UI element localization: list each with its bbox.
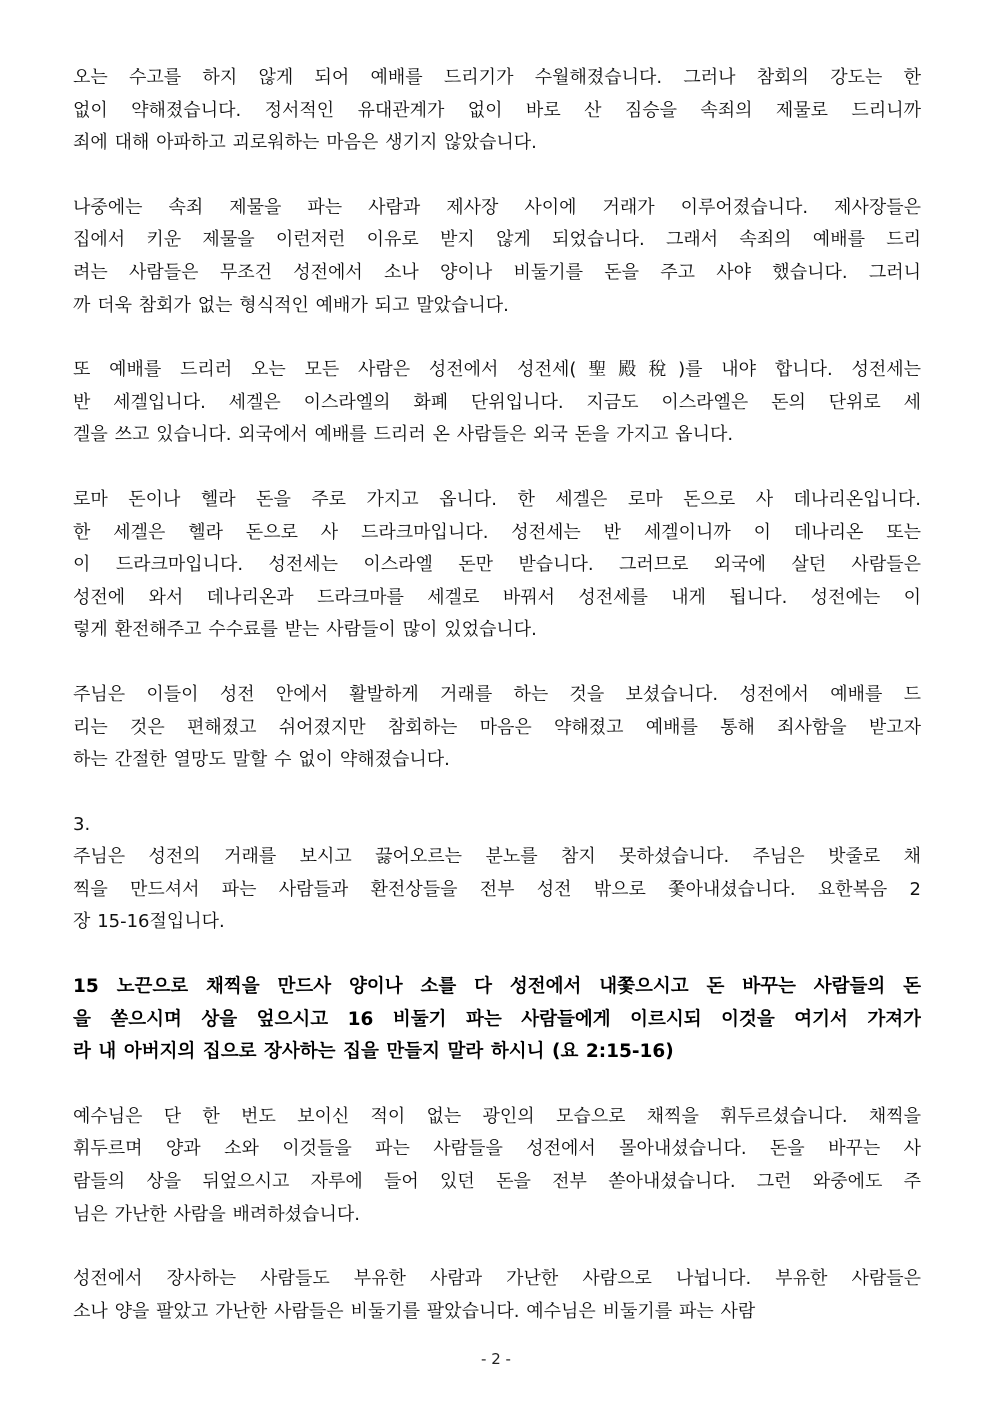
paragraph	[73, 354, 921, 452]
text-line: 15 노끈으로 채찍을 만드사 양이나 소를 다 성전에서 내쫓으시고 돈 바꾸는 사람들의 돈	[73, 976, 921, 998]
document-body	[73, 62, 921, 1328]
text-line: 한 세겔은 헬라 돈으로 사 드라크마입니다. 성전세는 반 세겔이니까 이 데나리온 또는	[73, 521, 921, 543]
text-line: 나중에는 속죄 제물을 파는 사람과 제사장 사이에 거래가 이루어졌습니다. 제사장들은	[73, 196, 921, 218]
text-line: 반 세겔입니다. 세겔은 이스라엘의 화폐 단위입니다. 지금도 이스라엘은 돈의 단위로 세	[73, 391, 921, 413]
paragraph-gap	[73, 1069, 921, 1101]
text-line: 오는 수고를 하지 않게 되어 예배를 드리기가 수월해졌습니다. 그러나 참회의 강도는 한	[73, 67, 921, 88]
paragraph-gap	[73, 777, 921, 809]
scripture-quote	[73, 971, 921, 1069]
page-number: - 2 -	[481, 1350, 511, 1368]
text-line: 죄에 대해 아파하고 괴로워하는 마음은 생기지 않았습니다.	[73, 132, 537, 154]
text-line: 려는 사람들은 무조건 성전에서 소나 양이나 비둘기를 돈을 주고 사야 했습니다. 그러니	[73, 261, 921, 283]
paragraph-gap	[73, 939, 921, 971]
paragraph	[73, 1101, 921, 1231]
text-line: 라 내 아버지의 집으로 장사하는 집을 만들지 말라 하시니 (요 2:15-16)	[73, 1041, 674, 1063]
paragraph	[73, 809, 921, 939]
text-line: 집에서 키운 제물을 이런저런 이유로 받지 않게 되었습니다. 그래서 속죄의 예배를 드리	[73, 229, 921, 251]
text-line: 장 15-16절입니다.	[73, 911, 225, 933]
text-line: 3.	[73, 813, 91, 835]
paragraph	[73, 62, 921, 160]
text-line: 로마 돈이나 헬라 돈을 주로 가지고 옵니다. 한 세겔은 로마 돈으로 사 데나리온입니다.	[73, 488, 921, 510]
text-line: 님은 가난한 사람을 배려하셨습니다.	[73, 1203, 360, 1225]
text-line: 리는 것은 편해졌고 쉬어졌지만 참회하는 마음은 약해졌고 예배를 통해 죄사함을 받고자	[73, 716, 921, 738]
text-line: 찍을 만드셔서 파는 사람들과 환전상들을 전부 성전 밖으로 쫓아내셨습니다. 요한복음 2	[73, 878, 921, 900]
paragraph	[73, 679, 921, 777]
text-line: 또 예배를 드리러 오는 모든 사람은 성전에서 성전세(聖殿稅)를 내야 합니다. 성전세는	[73, 359, 921, 381]
text-line: 없이 약해졌습니다. 정서적인 유대관계가 없이 바로 산 짐승을 속죄의 제물로 드리니까	[73, 99, 921, 121]
paragraph-gap	[73, 1231, 921, 1263]
text-line: 겔을 쓰고 있습니다. 외국에서 예배를 드리러 온 사람들은 외국 돈을 가지고 옵니다.	[73, 424, 734, 446]
paragraph-gap	[73, 452, 921, 484]
text-line: 이 드라크마입니다. 성전세는 이스라엘 돈만 받습니다. 그러므로 외국에 살던 사람들은	[73, 554, 921, 576]
text-line: 을 쏟으시며 상을 엎으시고 16 비둘기 파는 사람들에게 이르시되 이것을 여기서 가져가	[73, 1008, 921, 1030]
text-line: 주님은 이들이 성전 안에서 활발하게 거래를 하는 것을 보셨습니다. 성전에서 예배를 드	[73, 683, 921, 705]
text-line: 렇게 환전해주고 수수료를 받는 사람들이 많이 있었습니다.	[73, 619, 537, 641]
text-line: 까 더욱 참회가 없는 형식적인 예배가 되고 말았습니다.	[73, 294, 509, 316]
text-line: 람들의 상을 뒤엎으시고 자루에 들어 있던 돈을 전부 쏟아내셨습니다. 그런 와중에도 주	[73, 1171, 921, 1193]
text-line: 성전에 와서 데나리온과 드라크마를 세겔로 바꿔서 성전세를 내게 됩니다. 성전에는 이	[73, 586, 921, 608]
text-line: 하는 간절한 열망도 말할 수 없이 약해졌습니다.	[73, 749, 450, 771]
paragraph	[73, 484, 921, 647]
paragraph-container	[73, 62, 921, 1328]
paragraph	[73, 192, 921, 322]
paragraph-gap	[73, 322, 921, 354]
paragraph-gap	[73, 647, 921, 679]
text-line: 소나 양을 팔았고 가난한 사람들은 비둘기를 팔았습니다. 예수님은 비둘기를 파는 사람	[73, 1300, 756, 1322]
text-line: 휘두르며 양과 소와 이것들을 파는 사람들을 성전에서 몰아내셨습니다. 돈을 바꾸는 사	[73, 1138, 921, 1160]
text-line: 예수님은 단 한 번도 보이신 적이 없는 광인의 모습으로 채찍을 휘두르셨습니다. 채찍을	[73, 1105, 921, 1127]
paragraph-gap	[73, 160, 921, 192]
text-line: 주님은 성전의 거래를 보시고 끓어오르는 분노를 참지 못하셨습니다. 주님은 밧줄로 채	[73, 846, 921, 868]
paragraph	[73, 1263, 921, 1328]
text-line: 성전에서 장사하는 사람들도 부유한 사람과 가난한 사람으로 나뉩니다. 부유한 사람들은	[73, 1268, 921, 1290]
